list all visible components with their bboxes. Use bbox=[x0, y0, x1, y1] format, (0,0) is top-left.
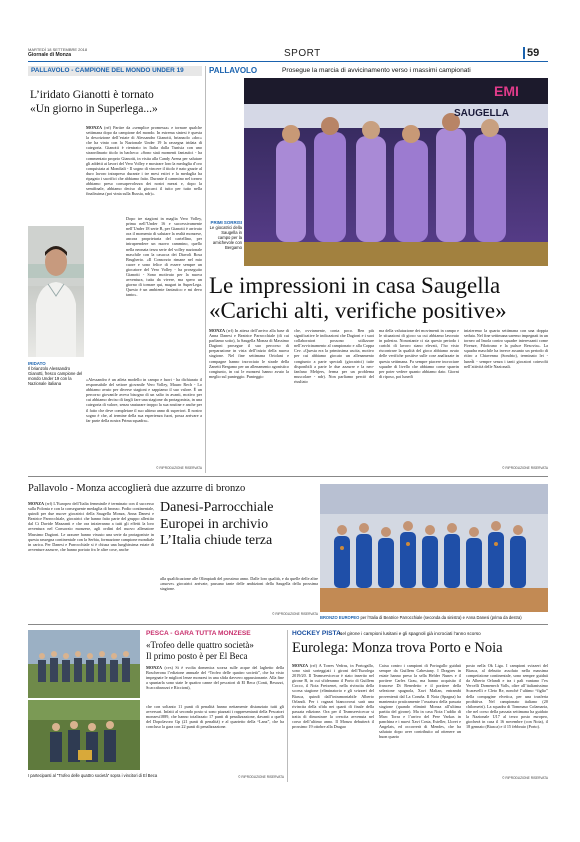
middle-photo-caption bbox=[320, 615, 550, 620]
saugella-team-illustration bbox=[244, 78, 548, 266]
right-lead: MONZA bbox=[209, 328, 226, 333]
pesca-group-photo bbox=[28, 630, 140, 698]
pesca-body-b-text: che con soltanto 11 punti di penalità hanno nettamente distanziato tutti gli avversari. Infatti al secondo posto si sono piazzati i rappresentanti della Pescatori monzesi1889, che hanno totalizzato 17 punti di penalizzazione, davanti a quelli del Dopolavoro Gp (21 punti di penalità) e al quartetto della “Lanz”, che ha concluso la gara con 22 punti di penalizzazione. bbox=[146, 704, 284, 730]
pesca-title bbox=[146, 640, 282, 662]
middle-kicker: Pallavolo - Monza accoglierà due azzurre di bronzo bbox=[28, 483, 246, 494]
player-portrait-illustration bbox=[28, 226, 84, 357]
right-col1 bbox=[209, 328, 289, 468]
left-title-line2: «Un giorno in Superlega...» bbox=[30, 103, 158, 115]
left-title-line1: L’iridato Gianotti è tornato bbox=[30, 89, 154, 101]
pesca-lead: MONZA bbox=[146, 665, 163, 670]
middle-col2 bbox=[160, 576, 318, 612]
hockey-lead: MONZA bbox=[292, 663, 309, 668]
masthead bbox=[28, 47, 548, 65]
hockey-signature: © RIPRODUZIONE RISERVATA bbox=[502, 776, 548, 780]
pesca-title-line2: Il primo posto è per El Beca bbox=[146, 651, 248, 661]
middle-col2-text: alla qualificazione alle Olimpiadi del prossimo anno. Dalle loro qualità, e da quelle delle altre «nuove» giocatrici arrivate, passano tante delle ambizioni della Saugella della prossima stagione. bbox=[160, 576, 318, 592]
left-body-col2 bbox=[126, 216, 202, 376]
left-body-col3 bbox=[86, 377, 202, 464]
middle-lead: MONZA bbox=[28, 501, 45, 506]
hockey-col2 bbox=[379, 663, 461, 775]
right-caption-text: Le giocatrici della Saugella in campo per la amichevole con Bergamo bbox=[209, 225, 242, 251]
middle-title-line3: L’Italia chiude terza bbox=[160, 533, 273, 548]
middle-caption-text: per l’Italia di Beatrice Parrocchiale (seconda da sinistra) e Anna Danesi (prima da destra) bbox=[360, 615, 522, 620]
right-title-line2: «Carichi alti, verifiche positive» bbox=[209, 298, 507, 323]
right-col2 bbox=[294, 328, 374, 468]
right-col4 bbox=[464, 328, 548, 462]
left-body-text-2: Dopo tre stagioni in maglia Vero Volley, prima nell’Under 16 e successivamente nell’Under 18 serie B, per Gianotti è arrivato ora il momento di salutare la realtà monzese, ancora proprietaria del cartellino, per intraprendere un nuovo cammino, quello nella neonata terza serie del volley nazionale maschile con la casacca dei Diavoli Rosa Brugherio. «Il Consorzio rimane nel mio cuore e sono felice di essere sempre un giocatore del Vero Volley - ha proseguito Gianotti - Sono motivato per la nuova avventura, tutta da vivere, ma spero un giorno di tornare qui, magari in SuperLega. Questo è un ambiente fantastico e mi devo tanto». bbox=[126, 216, 202, 298]
masthead-rule bbox=[28, 61, 548, 62]
right-col1-text: (rrf) In attesa dell’arrivo alla base di Anna Danesi e Beatrice Parrocchiale (di cui parliamo sotto), la Saugella Monza di Massimo Dagioni prosegue il suo percorso di preparazione in vista dell’inizio della nuova stagione. Nel fine settimana Ortolani e compagne hanno incrociato le strade della Zanetti Bergamo per un allenamento agonistico congiunto, in cui le monzesi hanno avuto la meglio sul punteggio. Punteggio bbox=[209, 328, 289, 379]
left-caption-text: Il brianzolo Alessandro Gianotti, fresco campione del mondo Under 19 con la Nazionale italiana bbox=[28, 366, 83, 387]
masthead-date: MARTEDÌ 18 SETTEMBRE 2018 bbox=[28, 47, 88, 52]
section-rule-1 bbox=[28, 476, 548, 477]
left-body-col1 bbox=[86, 125, 202, 215]
right-kicker-text: Prosegue la marcia di avvicinamento verso i massimi campionati bbox=[282, 67, 471, 74]
right-caption-head: PRIMI SORRISI bbox=[210, 220, 242, 225]
right-col2-text: che, ovviamente, conta poco. Ben più significative le indicazioni che Dagioni e i suoi collaboratori possono utilizzare nell’avvicinamento al campionato e alla Coppa Cev. «Questa era la primissima uscita, motivo per cui abbiamo giocato un allenamento congiunto a parte speciali (giocatrici) tutte disponibili a parte le due azzurre e la neo-fanfano Mehjers, ferma per un problema muscolare - ndr). Non parliamo perciò del risultato bbox=[294, 328, 374, 384]
column-divider-bottom bbox=[287, 630, 288, 782]
left-photo-caption bbox=[28, 361, 84, 386]
saugella-photo bbox=[244, 78, 548, 266]
page-number: 59 bbox=[527, 47, 540, 59]
left-body-text-1: (rrf) Partire da «semplice promessa» e tornare qualche settimana dopo da campione del mondo. In estrema sintesi è questa la descrizione dell’estate di Alessandro Gianotti, brianzolo «doc» che ha vinto con la Nazionale Under 19 la rassegna iridata di categoria. Gianotti è rientrato in Italia dalla Tunisia con uno straordinario titolo in bacheca: «Sono stati momenti fantastici - ha commentato proprio Gianotti, in visita alla Candy Arena per salutare gli addetti ai lavori del Vero Volley e mostrare loro la medaglia d’oro conquistata ai Mondiali - Il sogno di vincere il titolo è nato grazie al duro lavoro intrapreso durante i tre mesi estivi e la medaglia ha ripagato i sacrifici che abbiamo fatto. Durante il cammino nel torneo abbiamo preso consapevolezza dei nostri mezzi e, dopo la semifinale, abbiamo deciso di giocarci il tutto per tutto nella finalissima (poi vinta sulla Russia, ndr)». bbox=[86, 125, 202, 197]
masthead-paper: Giornale di Monza bbox=[28, 52, 72, 58]
middle-caption-head: BRONZO EUROPEO bbox=[320, 615, 360, 620]
left-kicker-text: PALLAVOLO - CAMPIONE DEL MONDO UNDER 19 bbox=[31, 67, 184, 74]
hockey-kicker-text: Nel girone i campioni lusitani e gli spagnoli già incrociati l’anno scorso bbox=[339, 630, 481, 636]
svg-text:EMI: EMI bbox=[494, 83, 519, 99]
winners-illustration bbox=[28, 700, 140, 770]
column-divider bbox=[205, 66, 206, 473]
pesca-kicker: PESCA - GARA TUTTA MONZESE bbox=[146, 630, 251, 637]
page-number-bar bbox=[523, 47, 525, 59]
hockey-col1-text: (rrf) A Torres Vedras, in Portogallo, sono stati sorteggiati i gironi dell’Eurolega 2019/20. Il Teamservicecar è stato inserito nel girone B, in cui sfideranno il Porto di Guillem Cocco, il Noia Freixenet, nella rivincita della scorsa stagione (eliminatorio e gli svizzeri del Biasca, quindi dall’intramontabile Alberto Orlandi. Per i ragazzi biancorossi sarà una rivincita della sfida nei quarti di finale della passata edizione. Ora per il Teamservicecar si tratta di dimostrare la crescita avvenuta nel corso dell’ultimo anno. Il Monza debutterà il prossimo 19 ottobre alla Dragao bbox=[292, 663, 374, 730]
scoreboard-brand: SAUGELLA bbox=[454, 108, 509, 119]
pesca-title-line1: «Trofeo delle quattro società» bbox=[146, 640, 254, 650]
italy-team-illustration bbox=[320, 484, 548, 612]
fishermen-group-illustration bbox=[28, 630, 140, 698]
left-lead: MONZA bbox=[86, 125, 103, 130]
left-body-text-3: «Alessandro è un atleta modello in campo e fuori - ha dichiarato il responsabile del settore giovanile Vero Volley, Mauro Rech - Lo abbiamo avuto per diverse stagioni e sappiamo il suo valore. È un percorso giovanile aveva bisogno di un salto in avanti, motivo per cui abbiamo deciso di fargli fare una stagione da protagonista, in una categoria di valore, senza snaturare troppo la sua routine e anche per il fatto che deve completare il suo ultimo anno di superiori. Il nostro sogno è che, al termine della sua esperienza fuori, possa arrivare a far parte della nostra Prima squadra». bbox=[86, 377, 202, 423]
gianotti-photo bbox=[28, 226, 84, 357]
section-title: SPORT bbox=[284, 48, 321, 59]
middle-title-line1: Danesi-Parrocchiale bbox=[160, 500, 274, 515]
hockey-col3-text: posto nella Ok Liga. I campioni svizzeri del Biasca, al debutto assoluto nella massima competizione continentale, sono sempre guidati da Alberto Orlandi e tra i pali vantano l’ex Vercelli Domenech Valls, oltre all’italianissimo Scaravelli e Cleto Re, nonché l’ultimo “figlio” della compagine elvetica, per una trasferta proibitiva. Nel campionato italiano (20 chilometri). La squadra di Tommaso Colamaria, che nel corso della passata settimana ha guidato la Nazionale U17 al terzo posto europeo, giocherà in casa il 16 novembre (con Noia), il 18 gennaio (Biasca) e il 15 febbraio (Porto). bbox=[466, 663, 548, 730]
pesca-winners-photo bbox=[28, 700, 140, 770]
right-col3-text: ma della valutazione dei movimenti in campo e le situazioni di gioco su cui abbiamo lavorato in palestra. Nonostante ci sia questo periodo i carichi di lavoro siano elevati, l’ho visto riscontrare la qualità del gioco abbiamo avuto delle verifiche positive sulle cose analizzate in questa settimana. Fa sempre piacere incrociare squadre di livello che abbiamo come sparrin per poter vedere quanto abbiamo dato. Giorni di riposo, poi lunedì bbox=[379, 328, 459, 379]
pesca-body-a bbox=[146, 665, 284, 703]
right-signature: © RIPRODUZIONE RISERVATA bbox=[502, 466, 548, 470]
hockey-col1 bbox=[292, 663, 374, 775]
middle-col1-text: (rrf) L’Europeo dell’Italia femminile è terminato con il successo sulla Polonia e con la conseguente medaglia di bronzo. Podio continentale, quindi per due nuove giocatrici della Saugella Monza, Anna Danesi e Beatrice Parrocchiale, giocatrici che hanno fatto parte del gruppo allestito dal Ct Davide Mazzanti e che ora inizieranno a tutti gli effetti la loro avventura nel Consorzio monzese, agli ordini del nuovo allenatore Massimo Dagioni. Le azzurre hanno vissuto una serie da protagoniste in questa rassegna continentale con la Serbia, formazione campione mondiale in carica. Per Danesi e Parrocchiale si è chiusa una lunghissima estate di avventure azzurre, che hanno portato fra le altre cose, anche bbox=[28, 501, 154, 552]
pesca-body-a-text: (cvs) Si è svolta domenica scorsa sulle acque del laghetto della Boscherona l’edizione annuale del “Trofeo delle quattro società”, che ha visto impegnate le migliori lenze monzesi in una sfida davvero appassionante. Alla fine a spuntarla sono state le quattro canne del pescatori di El Beca (Conti, Besozzi, Scaccabarozzi e Riccioni), bbox=[146, 665, 284, 691]
left-caption-head: IRIDATO bbox=[28, 361, 46, 366]
right-col4-text: inizieremo la quarta settimana con una doppia seduta. Nel fine settimana saremo impegnati in un torneo ad Imola contro squadre interessanti come Firenze, Filottrano e la pulsce Resovia». La squadra maschile ha invece assunto un periodo di ritiro a Chiavenna (Sondrio), terminato lei - luned̀i - sempre senza i tanti giocatori coinvolti nell’attività delle Nazionali. bbox=[464, 328, 548, 369]
pesca-photo-caption: I partecipanti al “Trofeo delle quattro società” sopra i vincitori di El Beca bbox=[28, 773, 158, 778]
middle-title-line2: Europei in archivio bbox=[160, 516, 269, 532]
right-kicker-label: PALLAVOLO bbox=[209, 66, 258, 75]
pesca-body-b bbox=[146, 704, 284, 771]
right-photo-caption bbox=[209, 220, 242, 250]
left-title bbox=[30, 88, 202, 116]
hockey-title: Eurolega: Monza trova Porto e Noia bbox=[292, 640, 503, 656]
section-rule-2 bbox=[28, 624, 548, 625]
right-title bbox=[209, 273, 549, 323]
right-title-line1: Le impressioni in casa Saugella bbox=[209, 273, 501, 298]
middle-signature: © RIPRODUZIONE RISERVATA bbox=[272, 612, 318, 616]
hockey-kicker-label: HOCKEY PISTA bbox=[292, 630, 341, 637]
right-kicker bbox=[209, 66, 549, 76]
hockey-col2-text: Caixa contro i campioni di Portogallo guidati sempre da Guillem Cabestany. I Dragoes in estate hanno preso la sella Helder Nunes e il portiere Carles Grau, ma hanno acquisito il francese Di Benedetto e il portiere della selezione spagnola, Xavi Malian, entrambi provenienti dal La Coruña. Il Noia (Spagna) ha mantenuto praticamente l’ossatura della passata stagione (quando eliminò Monza all’ultima partita del girone). Ma in casa Noia l’addio di Marc Torra e l’arrivo del Pere Varkas in panchina e i nuovi Xavi Costa, Esteller, Lloret e Angelats, ed occorrerà di Mendes, che ha salutato dopo aver contribuito ad ottenere un buon quarto bbox=[379, 663, 461, 740]
bronze-team-photo bbox=[320, 484, 548, 612]
pesca-signature: © RIPRODUZIONE RISERVATA bbox=[238, 775, 284, 779]
hockey-kicker bbox=[292, 630, 548, 639]
middle-title bbox=[160, 500, 318, 550]
left-signature: © RIPRODUZIONE RISERVATA bbox=[156, 466, 202, 470]
left-kicker bbox=[28, 66, 202, 76]
hockey-col3 bbox=[466, 663, 548, 773]
right-col3 bbox=[379, 328, 459, 468]
middle-col1 bbox=[28, 501, 154, 619]
